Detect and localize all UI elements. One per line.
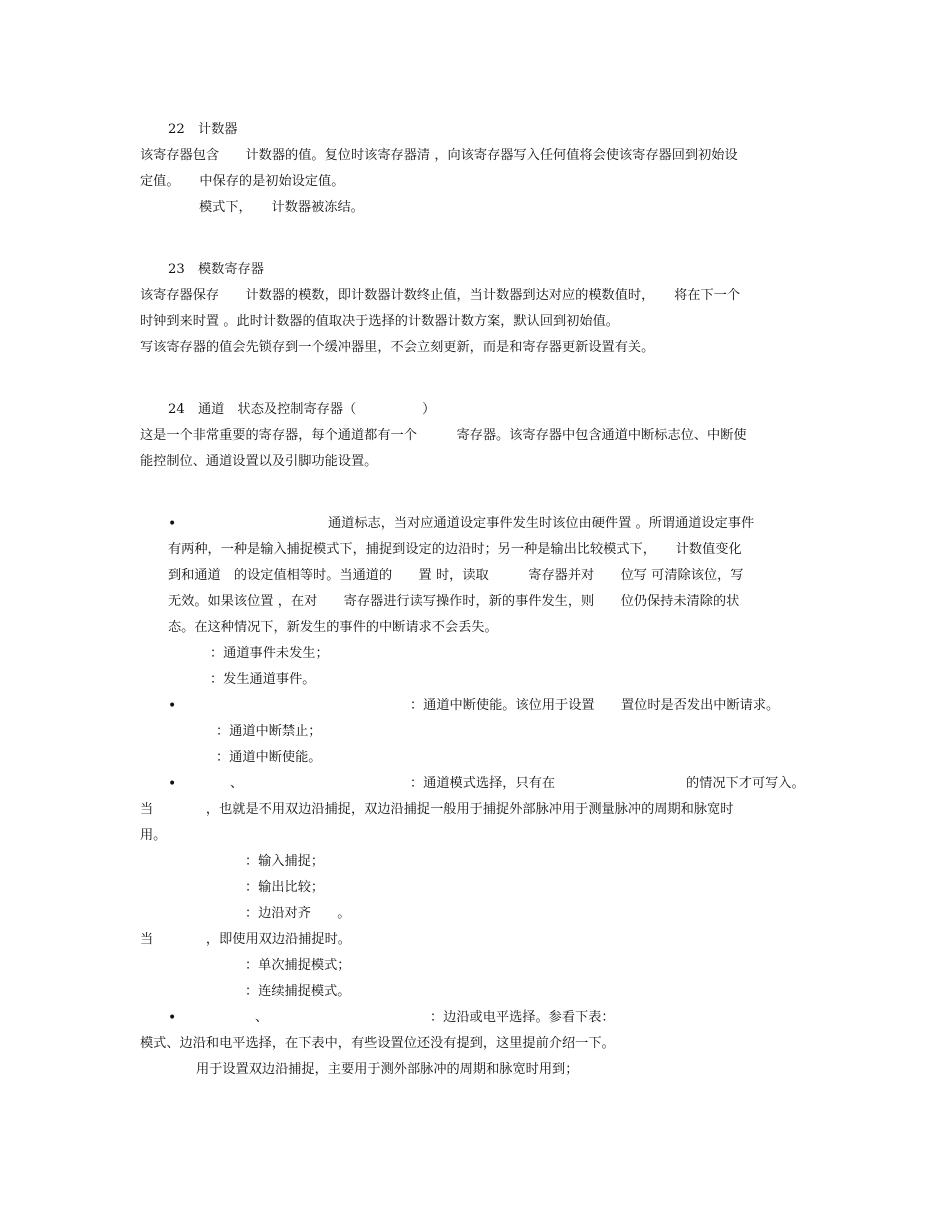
bullet-1-line: 通道标志，当对应通道设定事件发生时该位由硬件置 。所谓通道设定事件 <box>328 516 755 531</box>
bullet-1-line: 到和通道 的设定值相等时。当通道的 置 时，读取 寄存器并对 位写 可清除该位，写 <box>168 568 744 583</box>
bullet-4-line: 模式、边沿和电平选择，在下表中，有些设置位还没有提到，这里提前介绍一下。 <box>140 1036 615 1051</box>
section-23-para-line: 时钟到来时置 。此时计数器的值取决于选择的计数器计数方案，默认回到初始值。 <box>140 314 619 329</box>
section-22-para-line: 模式下， 计数器被冻结。 <box>199 200 364 215</box>
section-22-para-line: 定值。 中保存的是初始设定值。 <box>140 174 345 189</box>
bullet-2-line: ：通道中断使能。该位用于设置 置位时是否发出中断请求。 <box>410 698 780 713</box>
bullet-marker: • <box>168 1010 177 1026</box>
bullet-3-option: ：输入捕捉； <box>245 854 325 869</box>
bullet-1-option: ：发生通道事件。 <box>210 672 316 687</box>
bullet-3-line: 的情况下才可写入。 <box>686 776 805 791</box>
section-23-para-line: 该寄存器保存 计数器的模数，即计数器计数终止值，当计数器到达对应的模数值时， 将在下一个 <box>140 288 741 303</box>
section-23-para-line: 写该寄存器的值会先锁存到一个缓冲器里，不会立刻更新，而是和寄存器更新设置有关。 <box>140 340 655 355</box>
bullet-2-option: ：通道中断使能。 <box>216 750 322 765</box>
bullet-4-line: ：边沿或电平选择。参看下表： <box>430 1010 615 1025</box>
bullet-3-option: ：单次捕捉模式； <box>245 958 351 973</box>
bullet-1-line: 态。在这种情况下，新发生的事件的中断请求不会丢失。 <box>168 620 498 635</box>
bullet-marker: • <box>168 698 177 714</box>
bullet-1-option: ：通道事件未发生； <box>210 646 329 661</box>
bullet-3-option: ：连续捕捉模式。 <box>245 984 351 999</box>
section-24-para-line: 能控制位、通道设置以及引脚功能设置。 <box>140 454 378 469</box>
bullet-3-option: ：边沿对齐 。 <box>245 906 351 921</box>
section-23-heading: 23 模数寄存器 <box>168 262 264 277</box>
bullet-1-line: 无效。如果该位置 ，在对 寄存器进行读写操作时，新的事件发生，则 位仍保持未清除的状 <box>168 594 740 609</box>
section-22-heading: 22 计数器 <box>168 122 238 137</box>
bullet-3-separator: 、 <box>230 776 244 791</box>
bullet-marker: • <box>168 776 177 792</box>
section-24-para-line: 这是一个非常重要的寄存器，每个通道都有一个 寄存器。该寄存器中包含通道中断标志位、中断使 <box>140 428 747 443</box>
bullet-3-line: 用。 <box>140 828 167 843</box>
bullet-1-line: 有两种，一种是输入捕捉模式下，捕捉到设定的边沿时；另一种是输出比较模式下， 计数值变化 <box>168 542 742 557</box>
section-22-para-line: 该寄存器包含 计数器的值。复位时该寄存器清 ，向该寄存器写入任何值将会使该寄存器回到初始设 <box>140 148 738 163</box>
bullet-3-line: 当 ，也就是不用双边沿捕捉，双边沿捕捉一般用于捕捉外部脉冲用于测量脉冲的周期和脉宽时 <box>140 802 734 817</box>
bullet-3-option: ：输出比较； <box>245 880 325 895</box>
bullet-3-line: ：通道模式选择，只有在 <box>410 776 556 791</box>
bullet-4-line: 用于设置双边沿捕捉，主要用于测外部脉冲的周期和脉宽时用到； <box>196 1062 579 1077</box>
bullet-4-separator: 、 <box>255 1010 269 1025</box>
bullet-marker: • <box>168 516 177 532</box>
section-24-heading: 24 通道 状态及控制寄存器（ ） <box>168 402 436 417</box>
bullet-3-line: 当 ，即使用双边沿捕捉时。 <box>140 932 351 947</box>
bullet-2-option: ：通道中断禁止； <box>216 724 322 739</box>
